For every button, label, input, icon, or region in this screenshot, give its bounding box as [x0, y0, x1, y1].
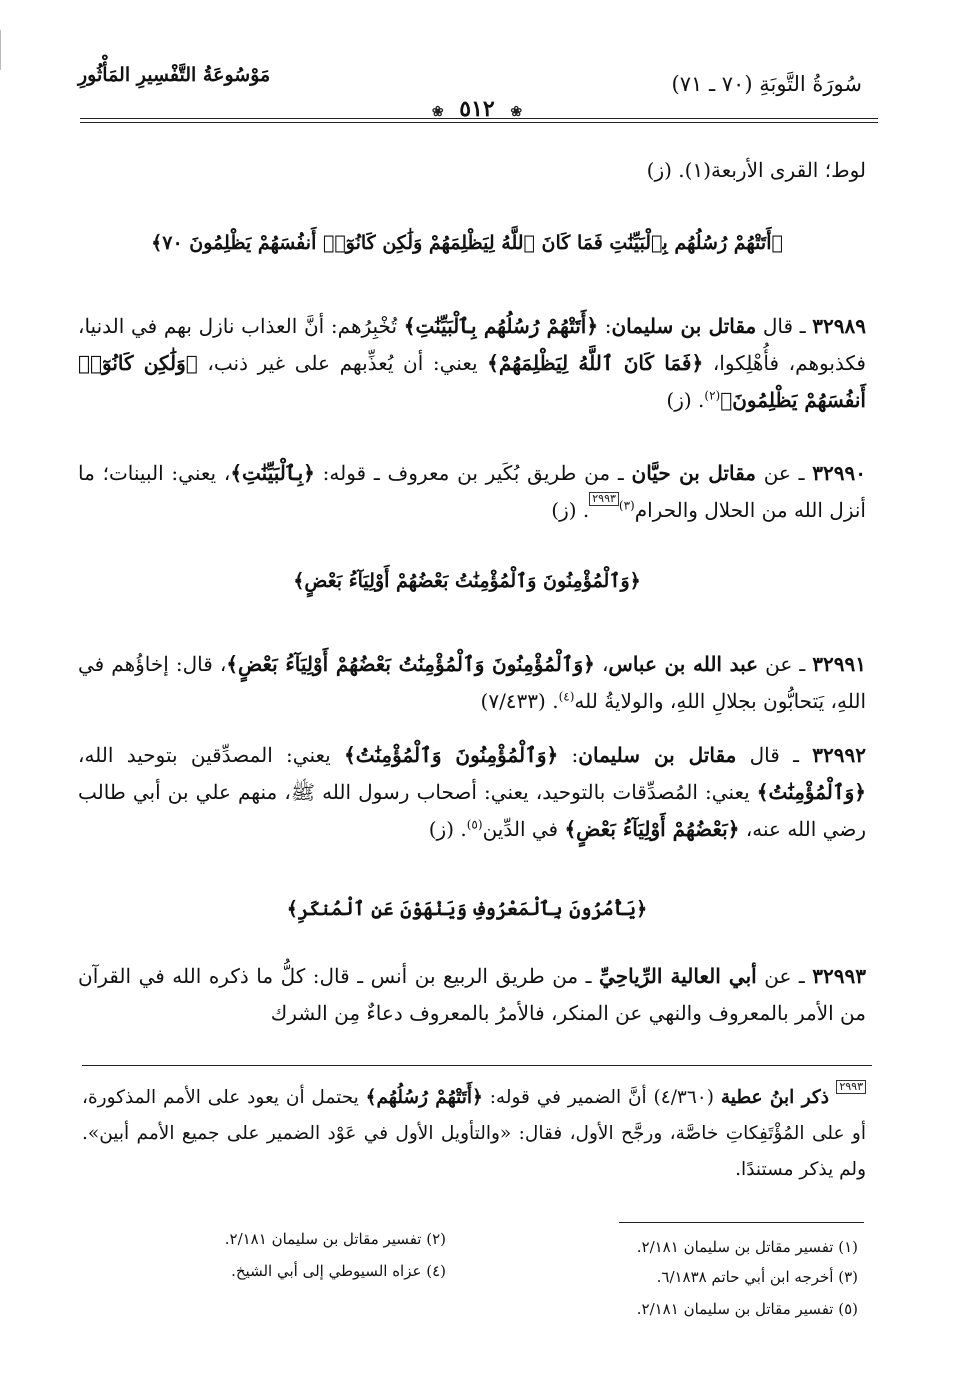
footnote-ref: (٣)	[618, 498, 635, 513]
commentary-text: يحتمل أن يعود على الأمم المذكورة، أو على المُؤْتَفِكاتِ خاصَّة، ورجَّح الأول، فقال: «والتأويل الأول في عَوْد الضمير على جميع الأمم أبين». ولم يذكر مستندًا.	[82, 1087, 866, 1180]
narration-number: ٣٢٩٩١	[812, 652, 866, 676]
narration-end: . (ز)	[551, 498, 590, 522]
footnote-3: (٣) أخرجه ابن أبي حاتم ٦/١٨٣٨.	[656, 1268, 858, 1286]
commentary-number-box: ٢٩٩٣	[836, 1080, 866, 1094]
narrator-name: عبد الله بن عباس	[608, 652, 759, 676]
narration-number: ٣٢٩٩٢	[812, 743, 866, 767]
narrator-name: أبي العالية الرِّياحِيِّ	[599, 964, 757, 988]
quran-quote: ﴿بَعْضُهُمْ أَوْلِيَآءُ بَعْضٍ﴾	[564, 817, 740, 841]
narrator-name: مقاتل بن سليمان	[611, 314, 757, 338]
ornament-icon: ❀	[431, 104, 444, 120]
quran-quote: ﴿وَٱلْمُؤْمِنَٰتُ﴾	[756, 780, 866, 804]
narrator-name: مقاتل بن حيَّان	[631, 461, 756, 485]
surah-header-title: سُورَةُ التَّوبَةِ (٧٠ ـ ٧١)	[671, 72, 862, 96]
narration-32990	[78, 455, 866, 529]
quran-quote: ﴿أَتَتْهُمْ رُسُلُهُم﴾	[365, 1087, 483, 1108]
quran-quote: ﴿فَمَا كَانَ ٱللَّهُ لِيَظْلِمَهُمْ﴾	[487, 351, 704, 375]
narration-text: ، يعني: البينات؛ ما أنزل الله من الحلال والحرام	[78, 461, 866, 522]
header-rule-thin	[80, 122, 878, 123]
narration-number: ٣٢٩٨٩	[812, 314, 866, 338]
commentary-label: ذكر ابنُ عطية	[720, 1087, 837, 1108]
verse-heading-70: ﴿أَتَتْهُمْ رُسُلُهُم بِٱلْبَيِّنَٰتِ فَمَا كَانَ ٱللَّهُ لِيَظْلِمَهُمْ وَلَٰكِن كَانُوٓا۟ أَنفُسَهُمْ يَظْلِمُونَ ٧٠﴾	[151, 232, 783, 254]
ornament-icon: ❀	[510, 104, 523, 120]
page-number: ٥١٢	[459, 96, 495, 122]
narration-intro: ـ قال	[736, 743, 813, 767]
narration-text: يعني: المصدِّقين بتوحيد الله،	[78, 743, 345, 767]
quran-quote: ﴿وَٱلْمُؤْمِنُونَ وَٱلْمُؤْمِنَٰتُ﴾	[344, 743, 559, 767]
footnote-2: (٢) تفسير مقاتل بن سليمان ٢/١٨١.	[224, 1230, 446, 1248]
narration-intro: ـ عن	[755, 461, 813, 485]
narration-end: . (٧/٤٣٣)	[480, 689, 559, 713]
header-rule	[80, 118, 878, 119]
narration-text: يعني: أن يُعذِّبهم على غير ذنب،	[197, 351, 488, 375]
book-header-title: مَوْسُوعَةُ التَّفْسِيرِ المَأْثُورِ	[78, 64, 271, 86]
narration-number: ٣٢٩٩٣	[812, 964, 867, 988]
narration-text: يعني: المُصدِّقات بالتوحيد، يعني: أصحاب رسول الله ﷺ، منهم علي بن أبي طالب رضي الله عنه،	[78, 780, 866, 841]
quran-quote: ﴿أَتَتْهُمْ رُسُلُهُم بِٱلْبَيِّنَٰتِ﴾	[403, 314, 599, 338]
footnote-separator	[619, 1222, 864, 1223]
narration-number: ٣٢٩٩٠	[812, 461, 866, 485]
narration-32989: ٣٢٩٨٩ ـ قال مقاتل بن سليمان: ﴿أَتَتْهُمْ رُسُلُهُم بِٱلْبَيِّنَٰتِ﴾ تُخْبِرُهم: أنَّ العذاب نازل بهم في الدنيا، فكذبوهم، فأُهْلِكوا، ﴿فَمَا كَانَ ٱللَّهُ لِيَظْلِمَهُمْ﴾ يعني: أن يُعذِّبهم على غير ذنب، ﴿وَلَٰكِن كَانُوٓا۟ أَنفُسَهُمْ يَظْلِمُونَ﴾$^{(٢)}$. (ز)	[78, 314, 866, 412]
narration-text: تُخْبِرُهم: أنَّ العذاب نازل بهم في الدنيا، فكذبوهم، فأُهْلِكوا،	[78, 314, 866, 375]
narration-end: . (ز)	[666, 388, 705, 412]
narration-text: ـ من طريق بُكَير بن معروف ـ قوله:	[314, 461, 632, 485]
commentary-text: (٤/٣٦٠) أنَّ الضمير في قوله:	[482, 1087, 721, 1108]
page-edge-mark	[0, 30, 3, 70]
verse-heading-71a: ﴿وَٱلْمُؤْمِنُونَ وَٱلْمُؤْمِنَٰتُ بَعْضُهُمْ أَوْلِيَآءُ بَعْضٍ﴾	[293, 570, 641, 592]
narration-end: . (ز)	[428, 817, 467, 841]
footnote-5: (٥) تفسير مقاتل بن سليمان ٢/١٨١.	[636, 1300, 858, 1318]
narration-32992: ٣٢٩٩٢ ـ قال مقاتل بن سليمان: ﴿وَٱلْمُؤْمِنُونَ وَٱلْمُؤْمِنَٰتُ﴾ يعني: المصدِّقين بتوحيد الله، ﴿وَٱلْمُؤْمِنَٰتُ﴾ يعني: المُصدِّقات بالتوحيد، يعني: أصحاب رسول الله ﷺ، منهم علي بن أبي طالب رضي الله عنه، ﴿بَعْضُهُمْ أَوْلِيَآءُ بَعْضٍ﴾ في الدِّين$^{(٥)}$. (ز)	[78, 743, 866, 841]
commentary-note	[82, 1080, 866, 1188]
narration-intro: ـ قال	[756, 314, 813, 338]
footnote-ref: (٤)	[558, 689, 575, 704]
narrator-name: مقاتل بن سليمان	[578, 743, 737, 767]
narration-text: ، قال: إخاؤُهم في اللهِ، يَتحابُّون بجلالِ اللهِ، والولايةُ لله	[78, 652, 866, 713]
commentary-separator	[82, 1065, 872, 1066]
footnote-ref: (٢)	[704, 388, 721, 403]
opening-line: لوط؛ القرى الأربعة(١). (ز)	[646, 158, 866, 182]
quran-quote: ﴿وَٱلْمُؤْمِنُونَ وَٱلْمُؤْمِنَٰتُ بَعْضُهُمْ أَوْلِيَآءُ بَعْضٍ﴾	[226, 652, 595, 676]
footnote-1: (١) تفسير مقاتل بن سليمان ٢/١٨١.	[636, 1238, 858, 1256]
verse-heading-71b: ﴿يَأْمُرُونَ بِٱلْمَعْرُوفِ وَيَنْهَوْنَ عَنِ ٱلْمُنكَرِ﴾	[286, 898, 648, 920]
footnote-ref: (٥)	[466, 817, 483, 832]
commentary-ref-box: ٢٩٩٣	[589, 492, 619, 506]
quran-quote: ﴿وَلَٰكِن كَانُوٓا۟ أَنفُسَهُمْ يَظْلِمُونَ﴾	[78, 351, 866, 412]
narration-text: في الدِّين	[482, 817, 565, 841]
narration-32991: ٣٢٩٩١ ـ عن عبد الله بن عباس، ﴿وَٱلْمُؤْمِنُونَ وَٱلْمُؤْمِنَٰتُ بَعْضُهُمْ أَوْلِيَآءُ بَعْضٍ﴾، قال: إخاؤُهم في اللهِ، يَتحابُّون بجلالِ اللهِ، والولايةُ لله$^{(٤)}$. (٧/٤٣٣)	[78, 652, 866, 713]
narration-intro: ـ عن	[756, 964, 813, 988]
narration-32993	[78, 958, 866, 1032]
footnote-4: (٤) عزاه السيوطي إلى أبي الشيخ.	[231, 1262, 446, 1280]
narration-text: ـ من طريق الربيع بن أنس ـ قال: كلُّ ما ذكره الله في القرآن من الأمر بالمعروف والنهي عن المنكر، فالأمرُ بالمعروف دعاءٌ مِن الشرك	[78, 964, 866, 1025]
quran-quote: ﴿بِٱلْبَيِّنَٰتِ﴾	[230, 461, 315, 485]
narration-intro: ـ عن	[758, 652, 813, 676]
